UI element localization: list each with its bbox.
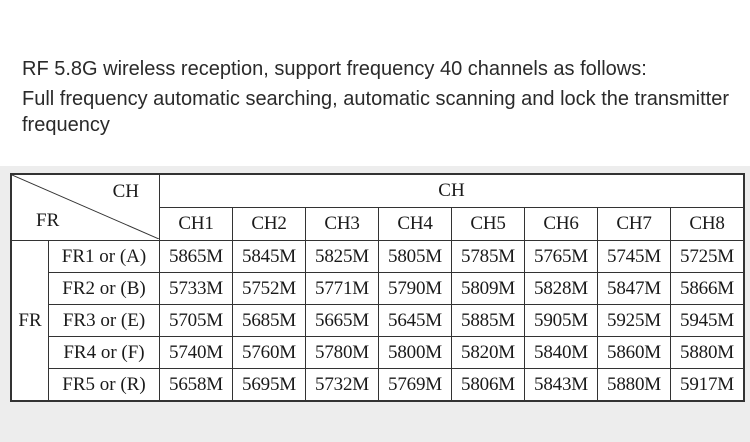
frequency-cell: 5917M bbox=[671, 369, 745, 402]
table-background bbox=[0, 166, 750, 442]
row-label: FR5 or (R) bbox=[49, 369, 160, 402]
intro-line-1: RF 5.8G wireless reception, support frequency 40 channels as follows: bbox=[22, 58, 647, 80]
frequency-cell: 5905M bbox=[525, 305, 598, 337]
frequency-cell: 5880M bbox=[598, 369, 671, 402]
frequency-cell: 5845M bbox=[233, 241, 306, 273]
row-label: FR3 or (E) bbox=[49, 305, 160, 337]
frequency-cell: 5847M bbox=[598, 273, 671, 305]
frequency-cell: 5828M bbox=[525, 273, 598, 305]
channel-header-5: CH5 bbox=[452, 208, 525, 241]
frequency-cell: 5806M bbox=[452, 369, 525, 402]
fr-group-label: FR bbox=[11, 241, 49, 402]
table-row bbox=[11, 241, 744, 273]
frequency-cell: 5800M bbox=[379, 337, 452, 369]
frequency-cell: 5771M bbox=[306, 273, 379, 305]
frequency-cell: 5820M bbox=[452, 337, 525, 369]
table-row bbox=[11, 369, 744, 402]
frequency-cell: 5809M bbox=[452, 273, 525, 305]
frequency-cell: 5860M bbox=[598, 337, 671, 369]
intro-text bbox=[22, 56, 742, 138]
channel-header-2: CH2 bbox=[233, 208, 306, 241]
frequency-cell: 5825M bbox=[306, 241, 379, 273]
frequency-cell: 5752M bbox=[233, 273, 306, 305]
header-row-group bbox=[11, 174, 744, 208]
corner-cell bbox=[11, 174, 160, 241]
frequency-cell: 5765M bbox=[525, 241, 598, 273]
frequency-cell: 5790M bbox=[379, 273, 452, 305]
channel-header-3: CH3 bbox=[306, 208, 379, 241]
frequency-cell: 5769M bbox=[379, 369, 452, 402]
frequency-cell: 5865M bbox=[160, 241, 233, 273]
intro-line-2: Full frequency automatic searching, automatic scanning and lock the transmitter frequency bbox=[22, 88, 730, 136]
frequency-cell: 5780M bbox=[306, 337, 379, 369]
table-body bbox=[11, 241, 744, 402]
channel-header-7: CH7 bbox=[598, 208, 671, 241]
row-label: FR4 or (F) bbox=[49, 337, 160, 369]
frequency-cell: 5685M bbox=[233, 305, 306, 337]
frequency-cell: 5733M bbox=[160, 273, 233, 305]
frequency-cell: 5705M bbox=[160, 305, 233, 337]
channel-header-1: CH1 bbox=[160, 208, 233, 241]
frequency-cell: 5880M bbox=[671, 337, 745, 369]
table-row bbox=[11, 337, 744, 369]
frequency-cell: 5745M bbox=[598, 241, 671, 273]
ch-group-header: CH bbox=[160, 174, 745, 208]
frequency-cell: 5925M bbox=[598, 305, 671, 337]
frequency-cell: 5732M bbox=[306, 369, 379, 402]
corner-fr-label: FR bbox=[36, 210, 60, 231]
table-row bbox=[11, 305, 744, 337]
frequency-table bbox=[10, 173, 745, 402]
channel-header-6: CH6 bbox=[525, 208, 598, 241]
frequency-cell: 5658M bbox=[160, 369, 233, 402]
frequency-cell: 5866M bbox=[671, 273, 745, 305]
corner-ch-label: CH bbox=[112, 181, 139, 202]
frequency-cell: 5785M bbox=[452, 241, 525, 273]
row-label: FR1 or (A) bbox=[49, 241, 160, 273]
frequency-cell: 5645M bbox=[379, 305, 452, 337]
frequency-cell: 5760M bbox=[233, 337, 306, 369]
row-label: FR2 or (B) bbox=[49, 273, 160, 305]
frequency-cell: 5843M bbox=[525, 369, 598, 402]
frequency-cell: 5945M bbox=[671, 305, 745, 337]
channel-header-4: CH4 bbox=[379, 208, 452, 241]
frequency-cell: 5725M bbox=[671, 241, 745, 273]
frequency-cell: 5840M bbox=[525, 337, 598, 369]
table-row bbox=[11, 273, 744, 305]
frequency-cell: 5885M bbox=[452, 305, 525, 337]
frequency-cell: 5805M bbox=[379, 241, 452, 273]
frequency-cell: 5665M bbox=[306, 305, 379, 337]
frequency-cell: 5740M bbox=[160, 337, 233, 369]
channel-header-8: CH8 bbox=[671, 208, 745, 241]
frequency-cell: 5695M bbox=[233, 369, 306, 402]
